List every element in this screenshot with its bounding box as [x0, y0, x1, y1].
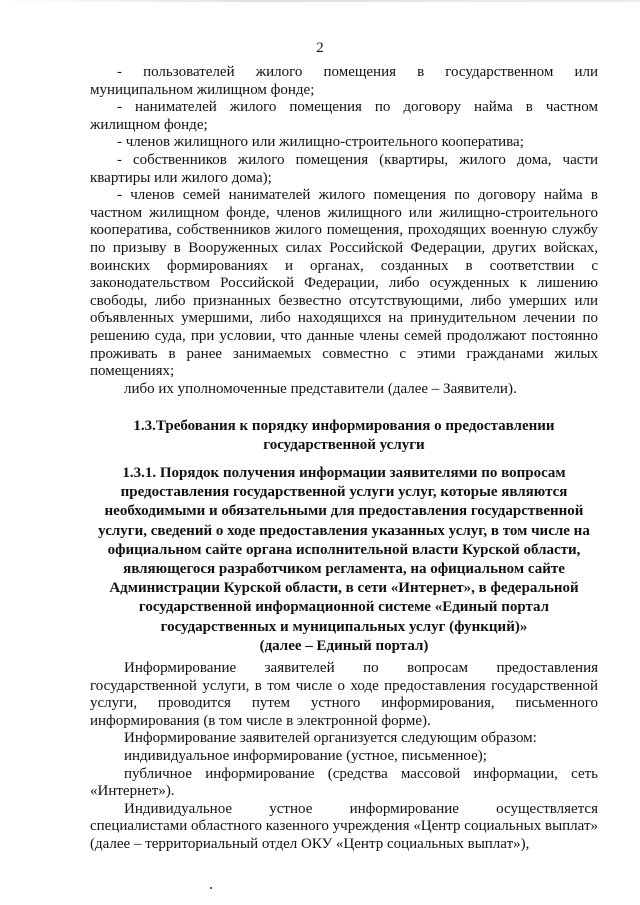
heading-line: государственных и муниципальных услуг (функций)» [160, 618, 528, 635]
section-heading-1-3 [90, 417, 598, 455]
paragraph: Информирование заявителей по вопросам предоставления государственной услуги, в том числе о ходе предоставления государственной услуги, проводится путем устного информирования, письменного информирования (в том числе в электронной форме). [90, 660, 598, 729]
heading-line: Администрации Курской области, в сети «Интернет», в федеральной [109, 580, 579, 597]
heading-line: 1.3.Требования к порядку информирования о предоставлении [133, 418, 555, 434]
heading-line: являющегося разработчиком регламента, на официальном сайте [123, 561, 565, 578]
list-item: - членов жилищного или жилищно-строительного кооператива; [117, 134, 524, 151]
paragraph: Информирование заявителей организуется следующим образом: [124, 730, 537, 747]
list-item: - нанимателей жилого помещения по договору найма в частном жилищном фонде; [90, 99, 598, 133]
list-item: - пользователей жилого помещения в государственном или муниципальном жилищном фонде; [90, 64, 598, 98]
scan-edge-artifact [0, 0, 640, 2]
heading-line: 1.3.1. Порядок получения информации заявителями по вопросам [122, 465, 566, 481]
heading-line: официальном сайте органа исполнительной власти Курской области, [107, 541, 581, 558]
heading-line: (далее – Единый портал) [259, 637, 429, 654]
scan-speck [210, 887, 212, 889]
heading-line: государственной информационной системе «Единый портал [138, 599, 550, 616]
applicants-closing: либо их уполномоченные представители (далее – Заявители). [124, 380, 517, 397]
section-heading-1-3-1 [90, 464, 598, 656]
informing-section [90, 660, 598, 854]
paragraph: индивидуальное информирование (устное, письменное); [124, 747, 487, 764]
page-number: 2 [316, 40, 324, 56]
heading-line: необходимыми и обязательными для предоставления государственной [104, 503, 584, 520]
heading-line: услуги, сведений о ходе предоставления указанных услуг, в том числе на [98, 522, 590, 539]
list-item: - членов семей нанимателей жилого помещения по договору найма в частном жилищном фонде, членов жилищного или жилищно-строительного кооператива, собственников жилого помещения, проходящих военную службу по призыву в Вооруженных силах Российской Федерации, других войсках, воинских формированиях и органах, созданных в соответствии с законодательством Российской Федерации, либо осужденных к лишению свободы, либо признанных безвестно отсутствующими, либо умерших или объявленных умершими, либо находящихся на принудительном лечении по решению суда, при условии, что данные члены семей продолжают постоянно проживать в ранее занимаемых совместно с этими гражданами жилых помещениях; [90, 187, 598, 380]
paragraph: Индивидуальное устное информирование осуществляется специалистами областного казенного учреждения «Центр социальных выплат» (далее – территориальный отдел ОКУ «Центр социальных выплат»), [90, 800, 598, 852]
heading-line: государственной услуги [263, 437, 425, 454]
list-item: - собственников жилого помещения (квартиры, жилого дома, части квартиры или жилого дома); [90, 151, 598, 186]
paragraph: публичное информирование (средства массовой информации, сеть «Интернет»). [90, 765, 598, 800]
applicants-list [90, 64, 598, 398]
heading-line: предоставления государственной услуги услуг, которые являются [120, 484, 568, 501]
